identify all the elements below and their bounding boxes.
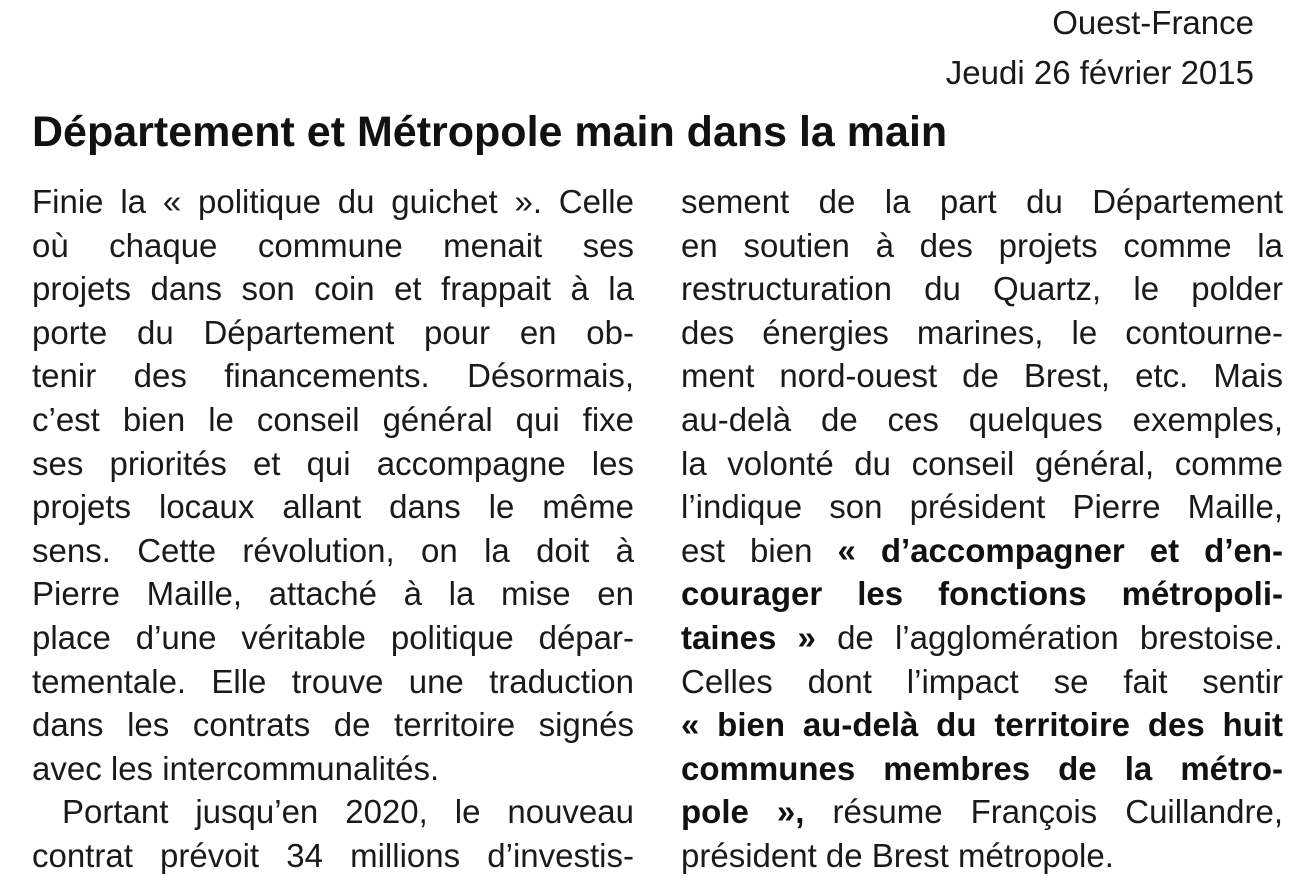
article-column-left — [32, 180, 634, 878]
text-line: en soutien à des projets comme la — [681, 226, 1283, 264]
text-line: ses priorités et qui accompagne les — [32, 444, 634, 482]
text-line: c’est bien le conseil général qui fixe — [32, 400, 634, 438]
text-line: tenir des financements. Désormais, — [32, 357, 634, 395]
text-line: avec les intercommunalités. — [32, 749, 440, 787]
text-line: la volonté du conseil général, comme — [681, 444, 1283, 482]
article-headline: Département et Métropole main dans la main — [32, 108, 948, 156]
text-segment: de l’agglomération brestoise. — [815, 618, 1283, 656]
masthead — [946, 0, 1254, 98]
text-line — [681, 572, 1283, 616]
text-line: président de Brest métropole. — [681, 836, 1114, 874]
publication-date: Jeudi 26 février 2015 — [945, 54, 1254, 91]
text-segment: résume François Cuillandre, — [804, 793, 1283, 831]
text-line: Portant jusqu’en 2020, le nouveau — [62, 793, 634, 831]
text-line: Pierre Maille, attaché à la mise en — [32, 575, 634, 613]
quote-segment: « bien au-delà du territoire des huit — [681, 706, 1283, 744]
text-line: l’indique son président Pierre Maille, — [681, 488, 1283, 526]
text-line: contrat prévoit 34 millions d’investis- — [32, 836, 634, 874]
text-line: ment nord-ouest de Brest, etc. Mais — [681, 357, 1283, 395]
text-line: des énergies marines, le contourne- — [681, 313, 1283, 351]
quote-segment: courager les fonctions métropoli- — [681, 575, 1283, 613]
text-line — [681, 703, 1283, 747]
text-line: où chaque commune menait ses — [32, 226, 634, 264]
publication-name: Ouest-France — [1052, 4, 1254, 41]
text-segment: est bien — [681, 531, 838, 569]
text-line: Celles dont l’impact se fait sentir — [681, 662, 1283, 700]
text-line: projets locaux allant dans le même — [32, 488, 634, 526]
text-line: Finie la « politique du guichet ». Celle — [32, 183, 634, 220]
text-line: place d’une véritable politique dépar- — [32, 618, 634, 656]
text-line: porte du Département pour en ob- — [32, 313, 634, 351]
text-line — [681, 529, 1283, 573]
text-line: dans les contrats de territoire signés — [32, 706, 634, 744]
text-line: au-delà de ces quelques exemples, — [681, 400, 1283, 438]
text-line: sens. Cette révolution, on la doit à — [32, 531, 634, 569]
quote-segment: taines » — [681, 618, 816, 656]
quote-segment: pole », — [681, 793, 805, 831]
text-line: sement de la part du Département — [681, 183, 1283, 220]
quote-segment: « d’accompagner et d’en- — [837, 531, 1284, 569]
text-line: projets dans son coin et frappait à la — [32, 270, 634, 308]
article-column-right — [681, 180, 1283, 878]
text-line — [681, 747, 1283, 791]
text-line: tementale. Elle trouve une traduction — [32, 662, 634, 700]
quote-segment: communes membres de la métro- — [681, 749, 1283, 787]
text-line — [681, 616, 1283, 660]
text-line — [681, 790, 1283, 834]
text-line: restructuration du Quartz, le polder — [681, 270, 1283, 308]
